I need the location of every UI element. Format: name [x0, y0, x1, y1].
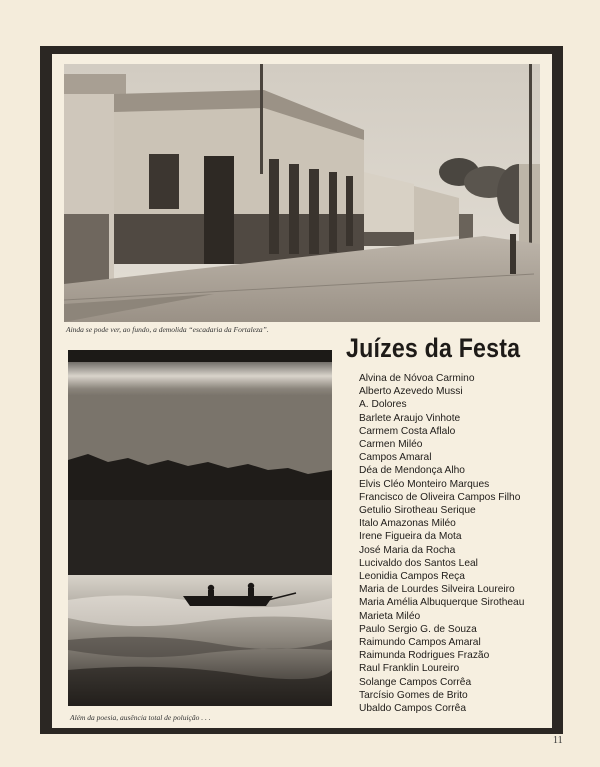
judge-name: Campos Amaral [359, 452, 432, 464]
judge-name: Alberto Azevedo Mussi [359, 386, 463, 398]
judge-name: Leonidia Campos Reça [359, 571, 465, 583]
judge-name: José Maria da Rocha [359, 544, 456, 556]
judge-name: Francisco de Oliveira Campos Filho [359, 491, 521, 503]
page-number: 11 [553, 735, 563, 746]
caption-top: Ainda se pode ver, ao fundo, a demolida “escadaria da Fortaleza”. [66, 325, 269, 334]
page-title: Juízes da Festa [346, 333, 521, 363]
caption-bottom: Além da poesia, ausência total de poluição . . . [70, 713, 211, 722]
river-photo [68, 350, 332, 706]
judge-name: Alvina de Nóvoa Carmino [359, 373, 475, 384]
judge-name: Carmem Costa Aflalo [359, 425, 456, 437]
judge-name: Ubaldo Campos Corrêa [359, 703, 467, 715]
judges-name-list [359, 372, 524, 715]
judge-name: Carmen Miléo [359, 439, 423, 451]
judge-name: Raimundo Campos Amaral [359, 637, 481, 649]
judge-name: A. Dolores [359, 399, 407, 411]
judge-name: Solange Campos Corrêa [359, 676, 472, 688]
judge-name: Maria Amélia Albuquerque Sirotheau [359, 597, 525, 609]
judge-name: Barlete Araujo Vinhote [359, 412, 461, 424]
street-photo [64, 64, 540, 322]
judge-name: Raul Franklin Loureiro [359, 663, 460, 675]
judge-name: Getulio Sirotheau Serique [359, 505, 476, 517]
judge-name: Elvis Cléo Monteiro Marques [359, 478, 490, 490]
judge-name: Marieta Miléo [359, 610, 421, 622]
judge-name: Paulo Sergio G. de Souza [359, 623, 477, 635]
judge-name: Maria de Lourdes Silveira Loureiro [359, 584, 515, 596]
judge-name: Raimunda Rodrigues Frazão [359, 650, 490, 662]
judge-name: Tarcísio Gomes de Brito [359, 689, 468, 701]
judge-name: Italo Amazonas Miléo [359, 518, 456, 530]
judge-name: Lucivaldo dos Santos Leal [359, 557, 478, 569]
judge-name: Déa de Mendonça Alho [359, 465, 465, 477]
judge-name: Irene Figueira da Mota [359, 531, 462, 543]
